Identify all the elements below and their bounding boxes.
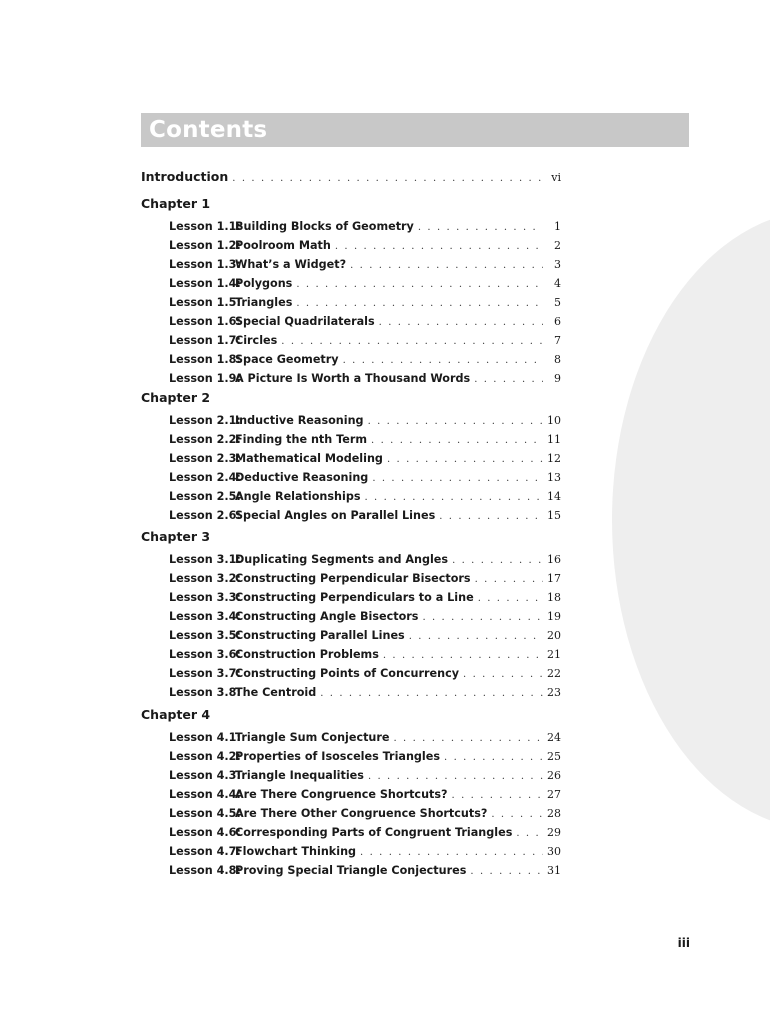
- lesson-number: Lesson 1.2:: [169, 239, 241, 252]
- toc-entry-lesson[interactable]: [169, 728, 561, 747]
- lesson-number: Lesson 4.2:: [169, 750, 241, 763]
- page-number: 27: [547, 788, 561, 801]
- lesson-number: Lesson 2.3:: [169, 452, 241, 465]
- dot-leader: [335, 237, 543, 256]
- toc-entry-lesson[interactable]: [169, 569, 561, 588]
- toc-entry-lesson[interactable]: [169, 274, 561, 293]
- page-number: 6: [554, 315, 561, 328]
- page-number: 4: [554, 277, 561, 290]
- dot-leader: [343, 351, 543, 370]
- page-number: 9: [554, 372, 561, 385]
- dot-leader: [281, 332, 543, 351]
- lesson-title: Constructing Perpendiculars to a Line: [235, 591, 474, 604]
- toc-entry-lesson[interactable]: [169, 861, 561, 880]
- dot-leader: [379, 313, 543, 332]
- lesson-number: Lesson 4.3:: [169, 769, 241, 782]
- lesson-title: Mathematical Modeling: [235, 452, 383, 465]
- page-number: 8: [554, 353, 561, 366]
- lesson-title: Triangles: [235, 296, 293, 309]
- toc-entry-lesson[interactable]: [169, 350, 561, 369]
- page-number: 23: [547, 686, 561, 699]
- lesson-number: Lesson 3.4:: [169, 610, 241, 623]
- lesson-number: Lesson 1.6:: [169, 315, 241, 328]
- page-number: vi: [551, 171, 561, 184]
- page-number: 18: [547, 591, 561, 604]
- toc-entry-lesson[interactable]: [169, 785, 561, 804]
- toc-entry-lesson[interactable]: [169, 293, 561, 312]
- toc-entry-lesson[interactable]: [169, 487, 561, 506]
- lesson-number: Lesson 1.3:: [169, 258, 241, 271]
- lesson-title: Constructing Perpendicular Bisectors: [235, 572, 471, 585]
- lesson-title: Deductive Reasoning: [235, 471, 369, 484]
- lesson-title: Constructing Points of Concurrency: [235, 667, 460, 680]
- lesson-title: Constructing Parallel Lines: [235, 629, 405, 642]
- dot-leader: [383, 646, 543, 665]
- lesson-title: Corresponding Parts of Congruent Triangles: [235, 826, 513, 839]
- lesson-number: Lesson 4.8:: [169, 864, 241, 877]
- lesson-number: Lesson 3.3:: [169, 591, 241, 604]
- dot-leader: [365, 488, 544, 507]
- page-number: 2: [554, 239, 561, 252]
- lesson-title: Triangle Sum Conjecture: [235, 731, 390, 744]
- page-number: 1: [554, 220, 561, 233]
- toc-entry-lesson[interactable]: [169, 842, 561, 861]
- page-number: 21: [547, 648, 561, 661]
- toc-entry-lesson[interactable]: [169, 747, 561, 766]
- lesson-number: Lesson 4.5:: [169, 807, 241, 820]
- page-number: 28: [547, 807, 561, 820]
- page-number: 31: [547, 864, 561, 877]
- lesson-number: Lesson 4.1:: [169, 731, 241, 744]
- lesson-title: Are There Congruence Shortcuts?: [235, 788, 448, 801]
- toc-entry-lesson[interactable]: [169, 449, 561, 468]
- dot-leader: [452, 551, 543, 570]
- dot-leader: [475, 570, 543, 589]
- lesson-title: Are There Other Congruence Shortcuts?: [235, 807, 488, 820]
- page-number: 29: [547, 826, 561, 839]
- lesson-number: Lesson 2.2:: [169, 433, 241, 446]
- toc-entry-lesson[interactable]: [169, 804, 561, 823]
- toc-entry-lesson[interactable]: [169, 683, 561, 702]
- chapter-heading: Chapter 1: [141, 196, 211, 211]
- chapter-heading: Chapter 2: [141, 390, 211, 405]
- dot-leader: [444, 748, 543, 767]
- dot-leader: [296, 294, 543, 313]
- toc-entry-introduction[interactable]: [141, 167, 561, 186]
- dot-leader: [350, 256, 543, 275]
- dot-leader: [463, 665, 543, 684]
- lesson-number: Lesson 4.4:: [169, 788, 241, 801]
- page-number: 22: [547, 667, 561, 680]
- lesson-title: Poolroom Math: [235, 239, 331, 252]
- lesson-title: What’s a Widget?: [235, 258, 347, 271]
- lesson-number: Lesson 3.6:: [169, 648, 241, 661]
- dot-leader: [418, 218, 543, 237]
- toc-entry-lesson[interactable]: [169, 506, 561, 525]
- dot-leader: [470, 862, 543, 881]
- lesson-number: Lesson 4.7:: [169, 845, 241, 858]
- dot-leader: [360, 843, 543, 862]
- toc-entry-lesson[interactable]: [169, 331, 561, 350]
- page-number: 25: [547, 750, 561, 763]
- dot-leader: [368, 767, 543, 786]
- lesson-title: The Centroid: [235, 686, 317, 699]
- lesson-title: Constructing Angle Bisectors: [235, 610, 419, 623]
- lesson-title: Building Blocks of Geometry: [235, 220, 414, 233]
- toc-entry-lesson[interactable]: [169, 468, 561, 487]
- lesson-title: Duplicating Segments and Angles: [235, 553, 449, 566]
- dot-leader: [296, 275, 543, 294]
- page-number: 26: [547, 769, 561, 782]
- lesson-number: Lesson 1.7:: [169, 334, 241, 347]
- lesson-title: Inductive Reasoning: [235, 414, 364, 427]
- lesson-number: Lesson 3.1:: [169, 553, 241, 566]
- dot-leader: [387, 450, 543, 469]
- lesson-number: Lesson 2.6:: [169, 509, 241, 522]
- dot-leader: [422, 608, 543, 627]
- dot-leader: [478, 589, 543, 608]
- toc-entry-lesson[interactable]: [169, 823, 561, 842]
- lesson-title: Circles: [235, 334, 278, 347]
- dot-leader: [439, 507, 543, 526]
- lesson-title: Special Quadrilaterals: [235, 315, 375, 328]
- contents-banner: [141, 113, 689, 147]
- dot-leader: [232, 169, 543, 188]
- lesson-number: Lesson 1.5:: [169, 296, 241, 309]
- page-number: 12: [547, 452, 561, 465]
- page-number: 19: [547, 610, 561, 623]
- lesson-title: Properties of Isosceles Triangles: [235, 750, 441, 763]
- page-number: 24: [547, 731, 561, 744]
- page-number: 17: [547, 572, 561, 585]
- lesson-title: A Picture Is Worth a Thousand Words: [235, 372, 471, 385]
- lesson-number: Lesson 3.5:: [169, 629, 241, 642]
- page-number: 3: [554, 258, 561, 271]
- dot-leader: [452, 786, 543, 805]
- page-number: 13: [547, 471, 561, 484]
- lesson-number: Lesson 3.2:: [169, 572, 241, 585]
- lesson-number: Lesson 1.1:: [169, 220, 241, 233]
- page-number: 14: [547, 490, 561, 503]
- lesson-title: Flowchart Thinking: [235, 845, 357, 858]
- lesson-title: Finding the nth Term: [235, 433, 368, 446]
- toc-entry-lesson[interactable]: [169, 645, 561, 664]
- toc-entry-lesson[interactable]: [169, 236, 561, 255]
- toc-entry-lesson[interactable]: [169, 607, 561, 626]
- lesson-number: Lesson 2.1:: [169, 414, 241, 427]
- page-number: 5: [554, 296, 561, 309]
- lesson-title: Space Geometry: [235, 353, 339, 366]
- lesson-number: Lesson 1.4:: [169, 277, 241, 290]
- lesson-number: Lesson 4.6:: [169, 826, 241, 839]
- dot-leader: [372, 469, 543, 488]
- toc-entry-lesson[interactable]: [169, 369, 561, 388]
- dot-leader: [320, 684, 543, 703]
- lesson-number: Lesson 3.7:: [169, 667, 241, 680]
- page-number: 15: [547, 509, 561, 522]
- lesson-number: Lesson 1.8:: [169, 353, 241, 366]
- toc-entry-lesson[interactable]: [169, 766, 561, 785]
- toc-entry-lesson[interactable]: [169, 588, 561, 607]
- lesson-number: Lesson 2.4:: [169, 471, 241, 484]
- lesson-number: Lesson 2.5:: [169, 490, 241, 503]
- dot-leader: [394, 729, 544, 748]
- dot-leader: [409, 627, 543, 646]
- chapter-heading: Chapter 4: [141, 707, 211, 722]
- lesson-title: Triangle Inequalities: [235, 769, 364, 782]
- dot-leader: [491, 805, 543, 824]
- toc-entry-lesson[interactable]: [169, 550, 561, 569]
- page-title: Contents: [149, 117, 268, 143]
- page-folio: iii: [677, 936, 690, 950]
- lesson-title: Proving Special Triangle Conjectures: [235, 864, 467, 877]
- page-number: 11: [547, 433, 561, 446]
- toc-entry-lesson[interactable]: [169, 626, 561, 645]
- dot-leader: [371, 431, 543, 450]
- dot-leader: [474, 370, 543, 389]
- page-number: 10: [547, 414, 561, 427]
- toc-entry-lesson[interactable]: [169, 664, 561, 683]
- lesson-title: Construction Problems: [235, 648, 379, 661]
- toc-entry-lesson[interactable]: [169, 312, 561, 331]
- page-number: 7: [554, 334, 561, 347]
- page-number: 16: [547, 553, 561, 566]
- chapter-heading: Chapter 3: [141, 529, 211, 544]
- page-number: 30: [547, 845, 561, 858]
- page-number: 20: [547, 629, 561, 642]
- lesson-title: Special Angles on Parallel Lines: [235, 509, 436, 522]
- entry-title: Introduction: [141, 169, 229, 184]
- toc-entry-lesson[interactable]: [169, 217, 561, 236]
- toc-entry-lesson[interactable]: [169, 411, 561, 430]
- lesson-title: Angle Relationships: [235, 490, 361, 503]
- toc-entry-lesson[interactable]: [169, 430, 561, 449]
- dot-leader: [368, 412, 543, 431]
- lesson-title: Polygons: [235, 277, 293, 290]
- toc-entry-lesson[interactable]: [169, 255, 561, 274]
- lesson-number: Lesson 1.9:: [169, 372, 241, 385]
- lesson-number: Lesson 3.8:: [169, 686, 241, 699]
- dot-leader: [516, 824, 543, 843]
